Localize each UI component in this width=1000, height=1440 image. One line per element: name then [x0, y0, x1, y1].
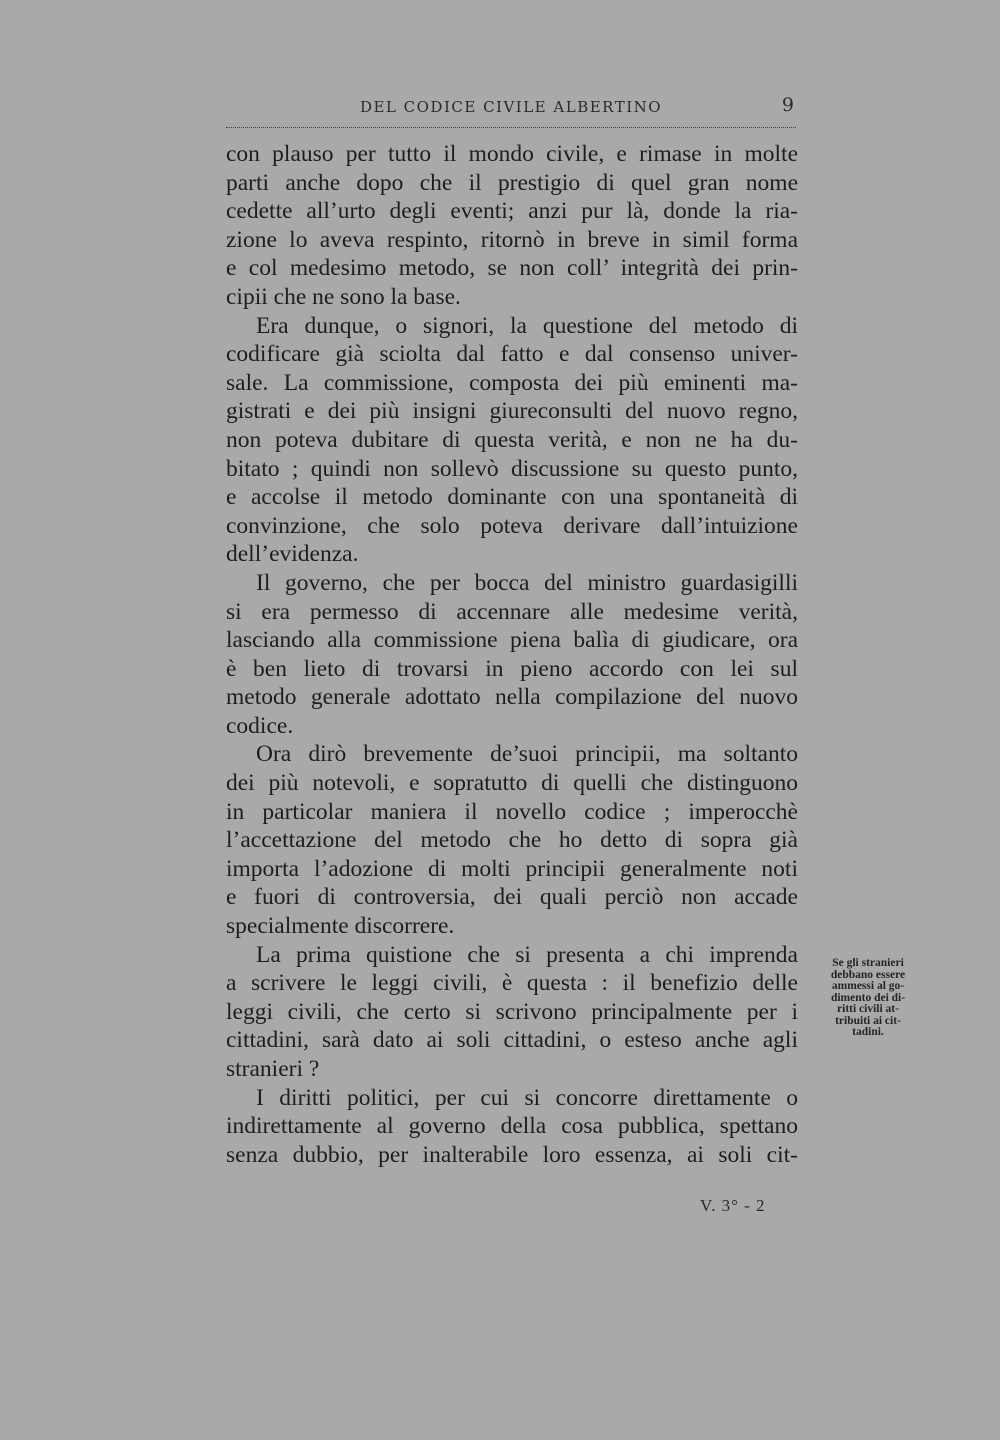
- marginal-note-line: ammessi al go-: [831, 980, 905, 992]
- text-line: cedette all’urto degli eventi; anzi pur là, donde la ria-: [226, 198, 798, 225]
- text-line: I diritti politici, per cui si concorre direttamente o: [256, 1084, 798, 1111]
- text-line: convinzione, che solo poteva derivare dall’intuizione: [226, 512, 798, 539]
- text-line: stranieri ?: [226, 1056, 320, 1082]
- text-line: codice.: [226, 712, 294, 739]
- text-line: lasciando alla commissione piena balìa di giudicare, ora: [226, 627, 798, 654]
- text-line: leggi civili, che certo si scrivono principalmente per i: [226, 998, 798, 1025]
- marginal-note-line: debbano essere: [830, 968, 906, 981]
- text-line: gistrati e dei più insigni giureconsulti del nuovo regno,: [226, 398, 798, 425]
- text-line: non poteva dubitare di questa verità, e non ne ha du-: [226, 426, 798, 453]
- running-title: DEL CODICE CIVILE ALBERTINO: [359, 98, 663, 116]
- marginal-note-line: ritti civili at-: [837, 1003, 899, 1015]
- text-line: zione lo aveva respinto, ritornò in breve in simil forma: [226, 226, 798, 253]
- text-line: dei più notevoli, e sopratutto di quelli che distinguono: [226, 770, 798, 797]
- body-text: [226, 140, 798, 1169]
- text-line: codificare già sciolta dal fatto e dal consenso univer-: [226, 341, 798, 368]
- text-line: specialmente discorrere.: [226, 913, 455, 940]
- signature-mark: V. 3° - 2: [700, 1196, 766, 1215]
- text-line: con plauso per tutto il mondo civile, e rimase in molte: [226, 141, 798, 167]
- marginal-note: [813, 958, 923, 1039]
- text-line: Ora dirò brevemente de’suoi principii, ma soltanto: [256, 741, 798, 768]
- text-line: cipii che ne sono la base.: [226, 283, 461, 310]
- text-line: senza dubbio, per inalterabile loro essenza, ai soli cit-: [226, 1141, 798, 1168]
- text-line: importa l’adozione di molti principii generalmente noti: [226, 855, 798, 882]
- text-line: Il governo, che per bocca del ministro guardasigilli: [256, 569, 798, 596]
- text-line: a scrivere le leggi civili, è questa : il benefizio delle: [226, 970, 798, 997]
- marginal-note-line: dimento dei di-: [830, 991, 906, 1004]
- text-line: l’accettazione del metodo che ho detto di sopra già: [226, 827, 798, 854]
- text-line: bitato ; quindi non sollevò discussione su questo punto,: [226, 455, 798, 482]
- text-line: si era permesso di accennare alle medesime verità,: [226, 598, 798, 625]
- text-line: in particolar maniera il novello codice ; imperocchè: [226, 798, 798, 825]
- text-line: sale. La commissione, composta dei più eminenti ma-: [226, 369, 798, 396]
- text-line: metodo generale adottato nella compilazione del nuovo: [226, 684, 798, 711]
- text-line: e fuori di controversia, dei quali perciò non accade: [226, 884, 798, 911]
- text-line: indirettamente al governo della cosa pubblica, spettano: [226, 1113, 798, 1140]
- marginal-note-line: tribuiti ai cit-: [835, 1014, 901, 1027]
- header-rule: [226, 127, 796, 128]
- marginal-note-line: Se gli stranieri: [832, 957, 904, 969]
- text-line: La prima quistione che si presenta a chi imprenda: [256, 941, 798, 968]
- running-head: [226, 94, 796, 126]
- text-line: e col medesimo metodo, se non coll’ integrità dei prin-: [226, 255, 798, 282]
- marginal-note-line: tadini.: [852, 1026, 884, 1038]
- text-line: è ben lieto di trovarsi in pieno accordo con lei sul: [226, 655, 798, 682]
- text-line: Era dunque, o signori, la questione del metodo di: [256, 312, 798, 339]
- text-line: cittadini, sarà dato ai soli cittadini, o esteso anche agli: [226, 1027, 798, 1054]
- text-line: parti anche dopo che il prestigio di quel gran nome: [226, 169, 798, 196]
- page-number: 9: [781, 94, 794, 116]
- text-line: e accolse il metodo dominante con una spontaneità di: [226, 484, 798, 511]
- text-line: dell’evidenza.: [226, 541, 359, 568]
